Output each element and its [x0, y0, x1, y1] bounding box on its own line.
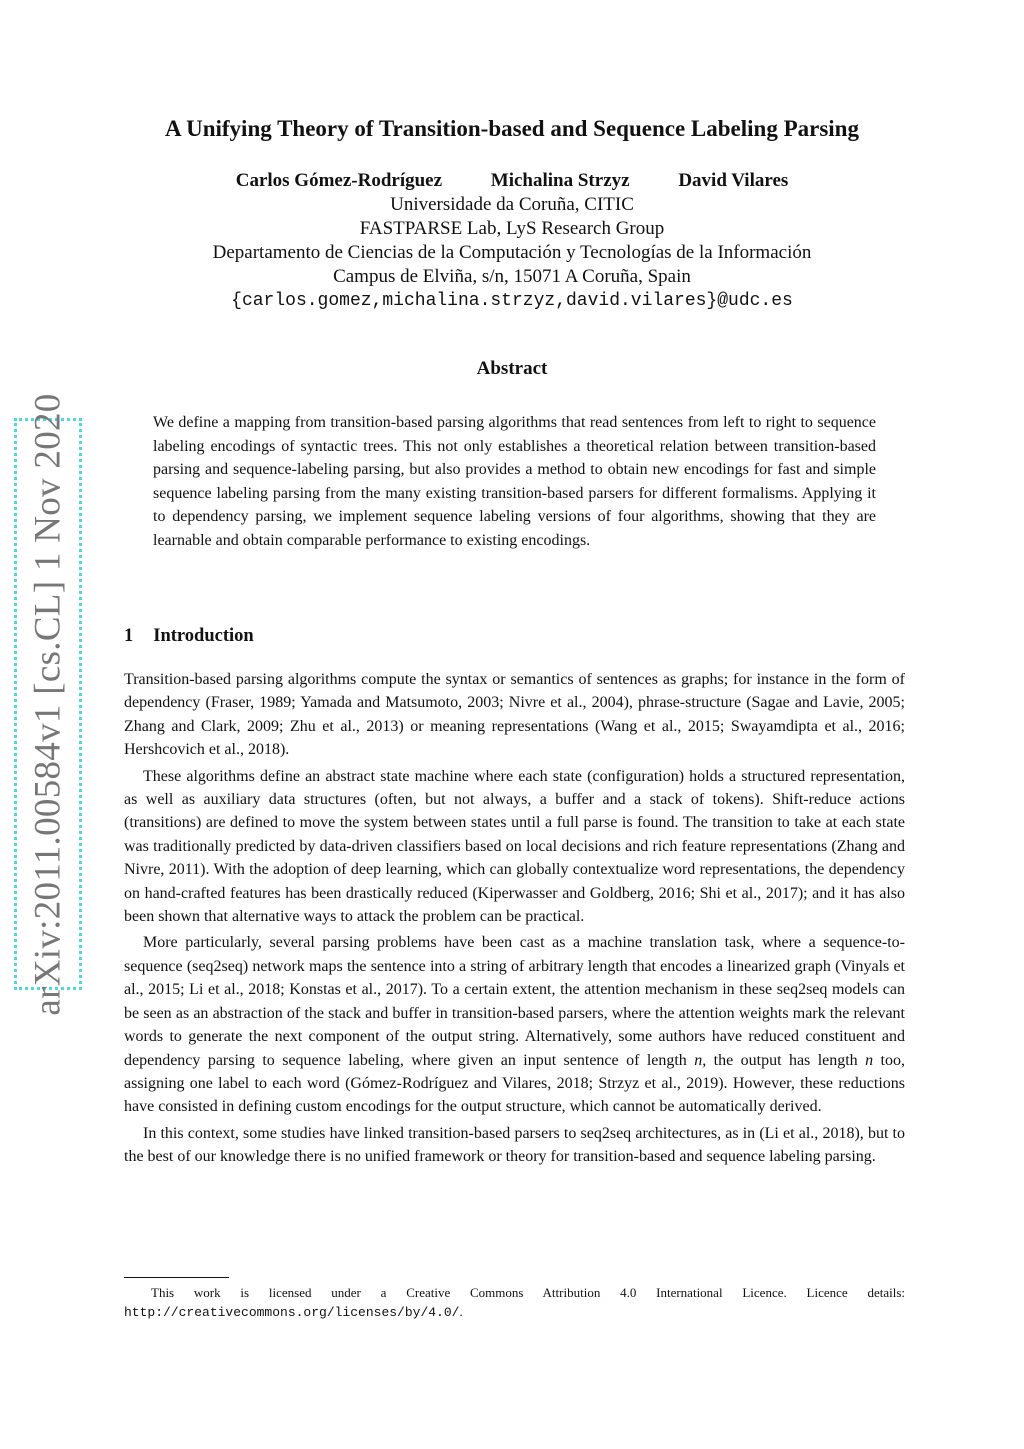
author-list	[0, 170, 1024, 192]
arxiv-identifier-box[interactable]	[14, 392, 82, 1016]
author-name: Michalina Strzyz	[490, 170, 630, 191]
abstract-text: We define a mapping from transition-based parsing algorithms that read sentences from left to right to sequence labeling encodings of syntactic trees. This not only establishes a theoretical relation between transition-based parsing and sequence-labeling parsing, but also provides a method to obtain new encodings for fast and simple sequence labeling parsing from the many existing transition-based parsers for different formalisms. Applying it to dependency parsing, we implement sequence labeling versions of four algorithms, showing that they are learnable and obtain comparable performance to existing encodings.	[153, 414, 876, 549]
affiliation-line: FASTPARSE Lab, LyS Research Group	[359, 218, 665, 239]
author-name: Carlos Gómez-Rodríguez	[235, 170, 443, 191]
math-variable: n	[865, 1051, 874, 1069]
footnote-divider	[124, 1277, 229, 1278]
footnote-text: This work is licensed under a Creative Commons Attribution 4.0 International Licence. Licence details:	[151, 1285, 905, 1300]
affiliation-line: Departamento de Ciencias de la Computación y Tecnologías de la Información	[212, 242, 812, 263]
license-footnote	[124, 1283, 905, 1322]
footnote-period: .	[459, 1304, 463, 1319]
affiliation-line: Universidade da Coruña, CITIC	[390, 194, 634, 215]
paper-title: A Unifying Theory of Transition-based and Sequence Labeling Parsing	[165, 116, 859, 141]
section-number: 1	[124, 626, 134, 646]
paragraph: In this context, some studies have linked transition-based parsers to seq2seq architectures, as in (Li et al., 2018), but to the best of our knowledge there is no unified framework or theory for transition-based and sequence labeling parsing.	[124, 1124, 905, 1166]
section-title: Introduction	[153, 626, 254, 646]
abstract-heading: Abstract	[476, 358, 548, 379]
author-name: David Vilares	[678, 170, 789, 191]
affiliation-line: Campus de Elviña, s/n, 15071 A Coruña, Spain	[333, 266, 691, 287]
paragraph: Transition-based parsing algorithms compute the syntax or semantics of sentences as graphs; for instance in the form of dependency (Fraser, 1989; Yamada and Matsumoto, 2003; Nivre et al., 2004), phrase-structure (Sagae and Lavie, 2005; Zhang and Clark, 2009; Zhu et al., 2013) or meaning representations (Wang et al., 2015; Swayamdipta et al., 2016; Hershcovich et al., 2018).	[124, 671, 905, 759]
math-variable: n	[694, 1051, 703, 1069]
paragraph-text: too, assigning one label to each word (Gómez-Rodríguez and Vilares, 2018; Strzyz et al., 2019). However, these reductions have consisted in defining custom encodings for the output structure, which cannot be automatically derived.	[124, 1051, 905, 1116]
arxiv-identifier[interactable]: arXiv:2011.00584v1 [cs.CL] 1 Nov 2020	[27, 392, 69, 1016]
author-emails: {carlos.gomez,michalina.strzyz,david.vilares}@udc.es	[231, 291, 793, 311]
paragraph: These algorithms define an abstract state machine where each state (configuration) holds a structured representation, as well as auxiliary data structures (often, but not always, a buffer and a stack of tokens). Shift-reduce actions (transitions) are defined to move the system between states until a full parse is found. The transition to take at each state was traditionally predicted by data-driven classifiers based on local decisions and rich feature representations (Zhang and Nivre, 2011). With the adoption of deep learning, which can globally contextualize word representations, the dependency on hand-crafted features has been drastically reduced (Kiperwasser and Goldberg, 2016; Shi et al., 2017); and it has also been shown that alternative ways to attack the problem can be practical.	[124, 767, 905, 926]
paragraph	[124, 931, 905, 1118]
license-link[interactable]: http://creativecommons.org/licenses/by/4.0/	[124, 1305, 460, 1320]
paragraph-text: , the output has length	[702, 1051, 866, 1069]
paragraph-text: More particularly, several parsing problems have been cast as a machine translation task, where a sequence-to-sequence (seq2seq) network maps the sentence into a string of arbitrary length that encodes a linearized graph (Vinyals et al., 2015; Li et al., 2018; Konstas et al., 2017). To a certain extent, the attention mechanism in these seq2seq models can be seen as an abstraction of the stack and buffer in transition-based parsers, where the attention weights mark the relevant words to generate the next component of the output string. Alternatively, some authors have reduced constituent and dependency parsing to sequence labeling, where given an input sentence of length	[124, 934, 905, 1069]
footnote-text-wrap	[124, 1283, 905, 1322]
section-body	[124, 668, 905, 1172]
section-heading	[124, 626, 254, 647]
